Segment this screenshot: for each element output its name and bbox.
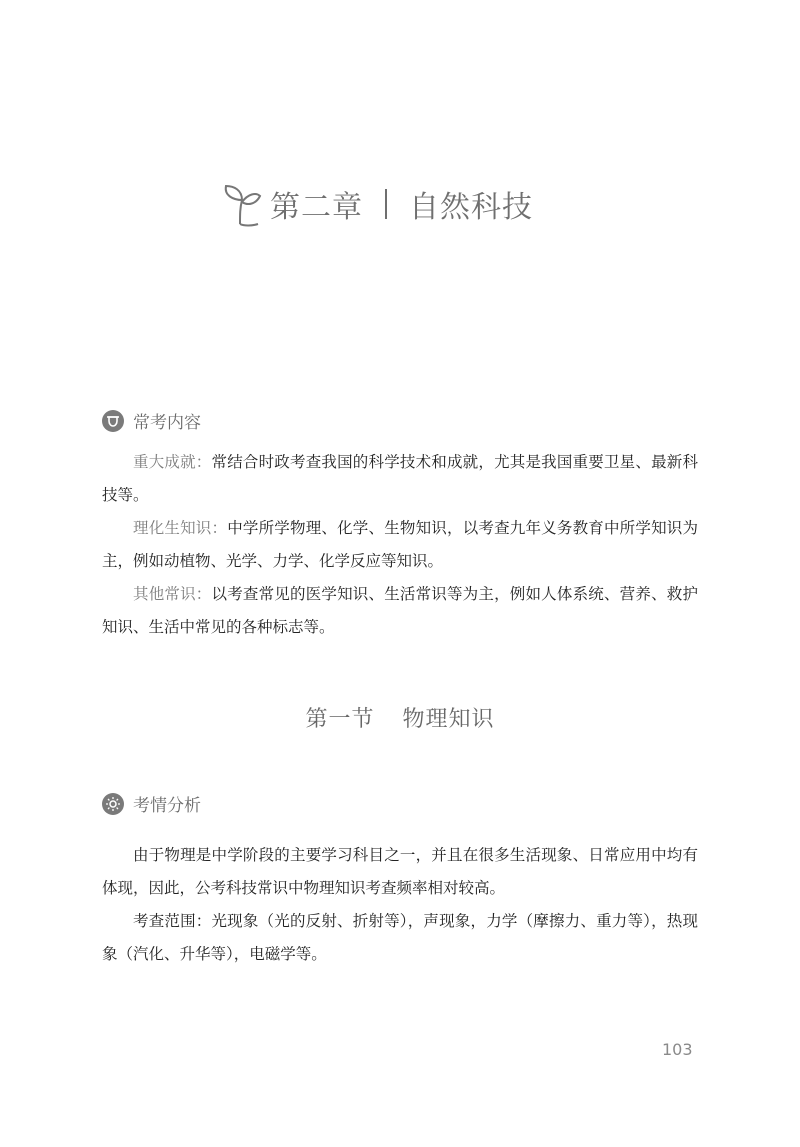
common-content-item — [102, 578, 698, 644]
item-term: 理化生知识： — [133, 519, 228, 537]
common-content-item — [102, 512, 698, 578]
section-name: 物理知识 — [402, 707, 495, 732]
sun-icon — [102, 793, 124, 815]
page-number: 103 — [662, 1040, 693, 1059]
common-content-title: 常考内容 — [133, 413, 201, 433]
cup-icon — [102, 410, 124, 432]
analysis-title: 考情分析 — [133, 796, 201, 816]
common-content-item — [102, 446, 698, 512]
item-term: 其他常识： — [133, 585, 212, 603]
chapter-heading — [218, 180, 533, 228]
item-text: 中学所学物理、化学、生物知识，以考查九年义务教育中所学知识为主，例如动植物、光学、力学、化学反应等知识。 — [102, 519, 698, 570]
item-text: 常结合时政考查我国的科学技术和成就，尤其是我国重要卫星、最新科技等。 — [102, 453, 698, 504]
common-content-heading — [102, 408, 201, 433]
item-text: 以考查常见的医学知识、生活常识等为主，例如人体系统、营养、救护知识、生活中常见的各种标志等。 — [102, 585, 698, 636]
chapter-number: 第二章 — [270, 190, 363, 225]
chapter-divider — [385, 189, 387, 219]
section-title — [0, 702, 800, 733]
analysis-heading — [102, 791, 201, 816]
chapter-title: 自然科技 — [409, 190, 533, 225]
item-term: 重大成就： — [133, 453, 212, 471]
analysis-paragraph: 考查范围：光现象（光的反射、折射等），声现象，力学（摩擦力、重力等），热现象（汽化、升华等），电磁学等。 — [102, 912, 698, 963]
section-number: 第一节 — [305, 707, 375, 732]
analysis-paragraph: 由于物理是中学阶段的主要学习科目之一，并且在很多生活现象、日常应用中均有体现，因此，公考科技常识中物理知识考查频率相对较高。 — [102, 846, 698, 897]
sprout-icon — [218, 180, 264, 228]
